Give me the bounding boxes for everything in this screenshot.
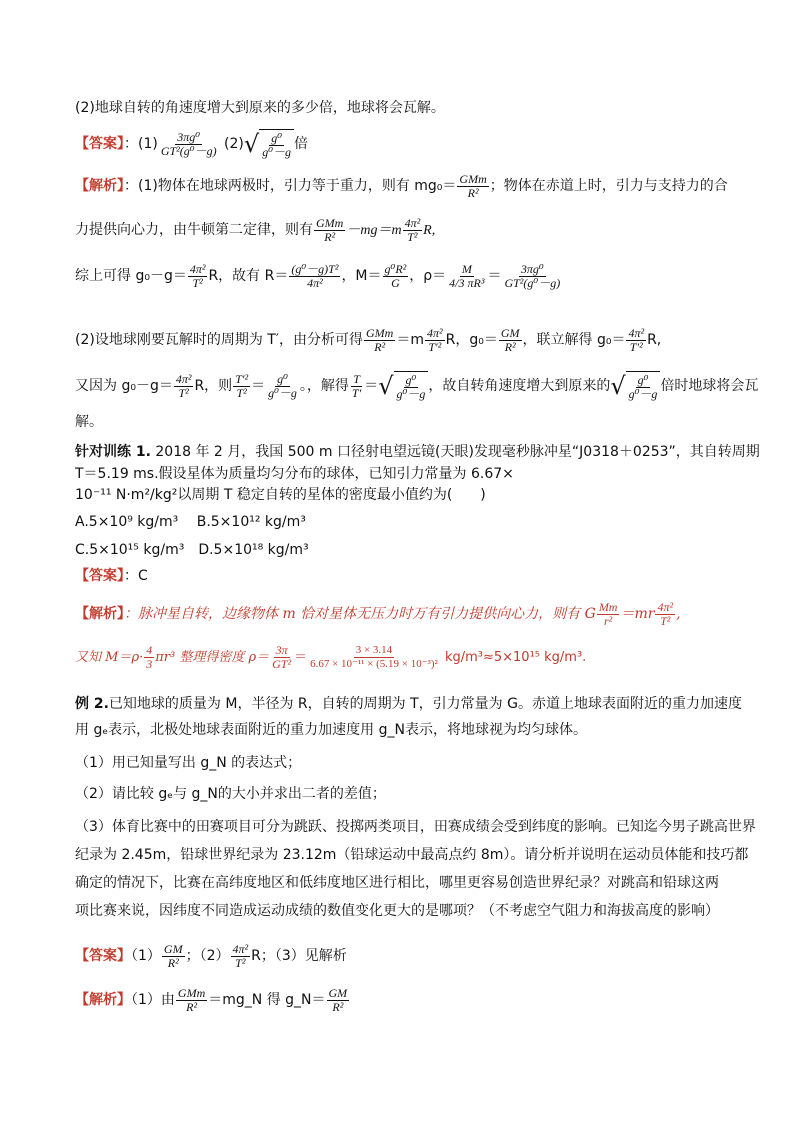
analysis-1-line5: 又因为 g₀－g＝ $\frac{\text{4π²}}{\text{T²}}$ R，则 $\frac{\text{T′²}}{\text{T²}}$ ＝ $\frac{\text{g⁰}}{\text{g⁰－g}}$ 。，解得 $\frac{T}{T'}$ ＝ √ $\frac{\text{g⁰}}{\text{g⁰－g}}$ ，故自转角速度增大到原来的 √ $\frac{\text{g⁰}}{\text{g⁰－g}}$ 倍时地球将会瓦 <box>75 371 759 401</box>
options-ab <box>75 508 725 536</box>
example-title: 例 2. <box>75 696 109 712</box>
analysis-label: 【解析】 <box>75 178 124 194</box>
training-analysis-line1: 【解析】：脉冲星自转，边缘物体 m 恰对星体无压力时万有引力提供向心力，则有 G $\frac{Mm}{\text{r²}}$ ＝mr $\frac{\text{4π²}}{\text{T²}}$ , <box>75 599 681 628</box>
answer-1-line: 【答案】：(1) $\frac{\text{3πg⁰}}{\text{GT²(g⁰－g)}}$ (2) √ $\frac{\text{g⁰}}{\text{g⁰－g}}$ 倍 <box>75 129 308 159</box>
training-1-line2: T＝5.19 ms.假设星体为质量均匀分布的球体，已知引力常量为 6.67× <box>75 466 514 482</box>
example-2-q2: （2）请比较 gₑ与 g_N的大小并求出二者的差值； <box>75 786 386 802</box>
example-2-q3-line3: 确定的情况下，比赛在高纬度地区和低纬度地区进行相比，哪里更容易创造世界纪录？对跳高和铅球这两 <box>75 875 719 891</box>
analysis-1-line4: (2)设地球刚要瓦解时的周期为 T′，由分析可得 $\frac{\text{GMm}}{\text{R²}}$ ＝m $\frac{\text{4π²}}{\text{T′²}}$ R，g₀＝ $\frac{GM}{\text{R²}}$ ，联立解得 g₀＝ $\frac{\text{4π²}}{\text{T′²}}$ R, <box>75 325 662 354</box>
analysis-1-line3: 综上可得 g₀－g＝ $\frac{\text{4π²}}{\text{T²}}$ R，故有 R＝ $\frac{\text{(g⁰－g)T²}}{\text{4π²}}$ ，M＝ $\frac{\text{g⁰R²}}{G}$ ，ρ＝ $\frac{M}{\text{4/3 πR³}}$ ＝ $\frac{\text{3πg⁰}}{\text{GT²(g⁰－g)}}$ <box>75 261 561 290</box>
analysis-1-line1: 【解析】：(1)物体在地球两极时，引力等于重力，则有 mg₀＝ $\frac{\text{GMm}}{\text{R²}}$ ；物体在赤道上时，引力与支持力的合 <box>75 171 728 200</box>
example-2-answer: 【答案】（1） $\frac{GM}{\text{R²}}$ ；（2） $\frac{\text{4π²}}{\text{T²}}$ R；（3）见解析 <box>75 941 347 970</box>
training-analysis-line2: 又知 M＝ρ· $\frac{4}{3}$ πr³ 整理得密度 ρ＝ $\frac{3\pi}{\text{GT²}}$ ＝ $\frac{3 \times 3.14}{\text{6.67 × 10⁻¹¹ × (5.19 × 10⁻³)²}}$ kg/m³≈5×10¹⁵ kg/m³. <box>75 643 587 671</box>
option-b: B.5×10¹² kg/m³ <box>196 514 306 530</box>
question-2: (2)地球自转的角速度增大到原来的多少倍，地球将会瓦解。 <box>75 100 445 116</box>
training-answer: 【答案】：C <box>75 568 148 584</box>
training-1-line3: 10⁻¹¹ N·m²/kg²以周期 T 稳定自转的星体的密度最小值约为( ) <box>75 487 486 503</box>
example-2-line1: 例 2.已知地球的质量为 M，半径为 R，自转的周期为 T，引力常量为 G。赤道上地球表面附近的重力加速度 <box>75 696 742 712</box>
analysis-1-line2: 力提供向心力，由牛顿第二定律，则有 $\frac{\text{GMm}}{\text{R²}}$ －mg＝m $\frac{\text{4π²}}{\text{T²}}$ R, <box>75 215 436 244</box>
example-2-q3-line4: 项比赛来说，因纬度不同造成运动成绩的数值变化更大的是哪项？（不考虑空气阻力和海拔高度的影响） <box>75 903 719 919</box>
option-d: D.5×10¹⁸ kg/m³ <box>198 542 309 558</box>
option-c: C.5×10¹⁵ kg/m³ <box>75 542 185 558</box>
option-a: A.5×10⁹ kg/m³ <box>75 514 179 530</box>
answer-label: 【答案】 <box>75 136 124 152</box>
example-2-q3-line1: （3）体育比赛中的田赛项目可分为跳跃、投掷两类项目，田赛成绩会受到纬度的影响。已知迄今男子跳高世界 <box>75 819 756 835</box>
sqrt-expression: √ $\frac{\text{g⁰}}{\text{g⁰－g}}$ <box>244 129 294 159</box>
example-2-q1: （1）用已知量写出 g_N 的表达式； <box>75 755 302 771</box>
training-title: 针对训练 1. <box>75 444 151 460</box>
example-2-line2: 用 gₑ表示，北极处地球表面附近的重力加速度用 g_N表示，将地球视为均匀球体。 <box>75 722 587 738</box>
options-cd <box>75 536 725 564</box>
analysis-1-line6: 解。 <box>75 414 103 430</box>
training-1-line1: 针对训练 1. 2018 年 2 月，我国 500 m 口径射电望远镜(天眼)发现毫秒脉冲星“J0318＋0253”，其自转周期 <box>75 444 760 460</box>
example-2-analysis: 【解析】（1）由 $\frac{\text{GMm}}{\text{R²}}$ ＝mg_N 得 g_N＝ $\frac{GM}{\text{R²}}$ <box>75 985 348 1014</box>
example-2-q3-line2: 纪录为 2.45m，铅球世界纪录为 23.12m（铅球运动中最高点约 8m）。请分析并说明在运动员体能和技巧都 <box>75 847 749 863</box>
fraction: $\frac{\text{3πg⁰}}{\text{GT²(g⁰－g)}}$ <box>160 129 217 158</box>
